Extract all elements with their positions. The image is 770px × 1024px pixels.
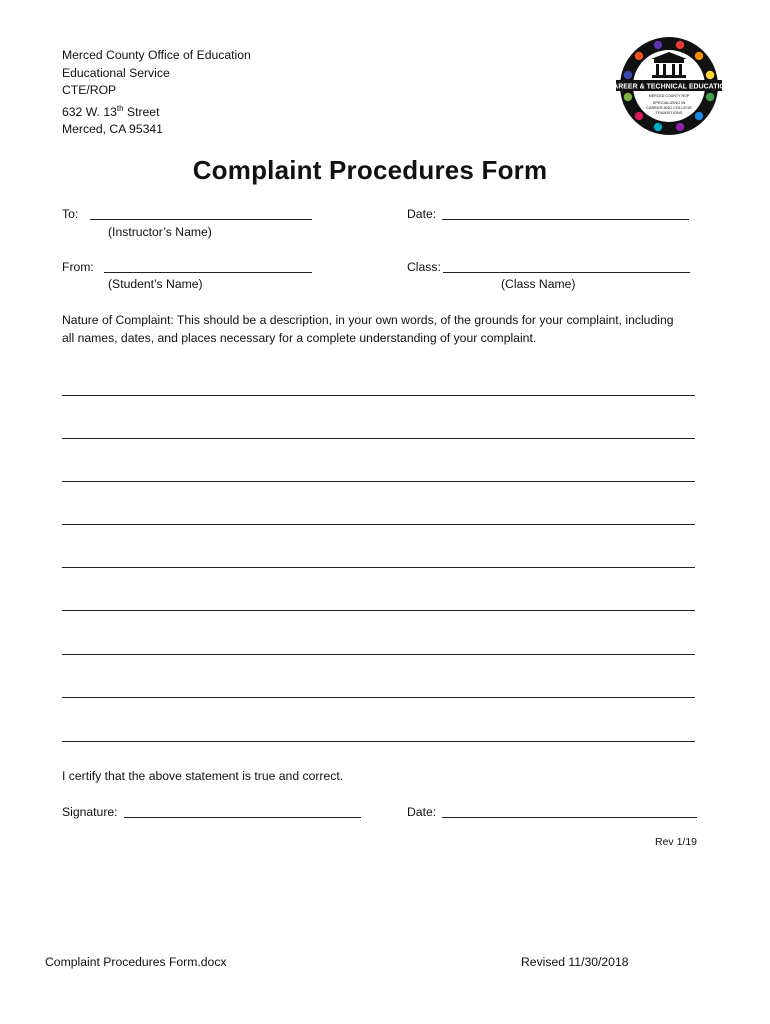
to-label: To: [62,207,79,221]
date-input[interactable] [442,209,689,220]
logo-tagline-1: SPECIALIZING IN [652,100,686,105]
logo-ring-dot [695,52,703,60]
logo-ring-dot [654,123,662,131]
address-line-city: Merced, CA 95341 [62,122,163,137]
address-line-org: Merced County Office of Education [62,48,251,62]
nature-instructions: Nature of Complaint: This should be a description, in your own words, of the grounds for your complaint, including all names, dates, and places necessary for a complete understanding of your complaint. [62,313,674,345]
page-title: Complaint Procedures Form [192,155,548,185]
complaint-line-2[interactable] [62,438,695,439]
address-block [62,47,251,139]
logo-ring-dot [706,93,714,101]
logo-ring-dot [624,93,632,101]
complaint-line-9[interactable] [62,741,695,742]
logo-ring-dot [676,41,684,49]
complaint-line-7[interactable] [62,654,695,655]
complaint-line-5[interactable] [62,567,695,568]
to-field [62,207,78,221]
address-line-street [62,100,251,122]
logo-ring-dot [676,123,684,131]
signature-input[interactable] [124,807,361,818]
logo-ring-dot [635,52,643,60]
instructor-caption: (Instructor’s Name) [108,225,212,239]
signature-date-label: Date: [407,805,437,819]
class-label: Class: [407,260,441,274]
from-label: From: [62,260,94,274]
logo-ring-dot [706,71,714,79]
student-caption: (Student’s Name) [108,277,203,291]
logo-tagline-2: CAREER AND COLLEGE [645,105,693,110]
street-suffix: th [116,103,124,113]
logo-ring-dot [695,112,703,120]
signature-date-input[interactable] [442,807,697,818]
logo-tagline-3: TRANSITIONS [655,110,683,115]
class-input[interactable] [443,262,690,273]
address-line-dept: Educational Service [62,65,170,80]
street-number: 632 W. 13 [62,104,117,119]
logo-sub-text: MERCED COUNTY ROP [648,94,690,98]
logo-main-text: CAREER & TECHNICAL EDUCATION [608,83,730,91]
logo-ring-dot [635,112,643,120]
footer-filename: Complaint Procedures Form.docx [45,955,227,969]
address-line-program: CTE/ROP [62,83,117,97]
cte-logo [608,35,730,137]
complaint-line-1[interactable] [62,395,695,396]
signature-label: Signature: [62,805,118,819]
logo-ring-dot [624,71,632,79]
complaint-line-4[interactable] [62,524,695,525]
complaint-line-8[interactable] [62,697,695,698]
street-name: Street [123,104,160,119]
revision-label: Rev 1/19 [655,836,698,848]
student-name-input[interactable] [104,262,312,273]
complaint-line-3[interactable] [62,481,695,482]
instructor-name-input[interactable] [90,209,312,220]
complaint-line-6[interactable] [62,610,695,611]
date-label: Date: [407,207,437,221]
footer-revised-date: Revised 11/30/2018 [521,955,629,969]
class-caption: (Class Name) [501,277,576,291]
logo-ring-dot [654,41,662,49]
certify-statement: I certify that the above statement is true and correct. [62,769,344,783]
